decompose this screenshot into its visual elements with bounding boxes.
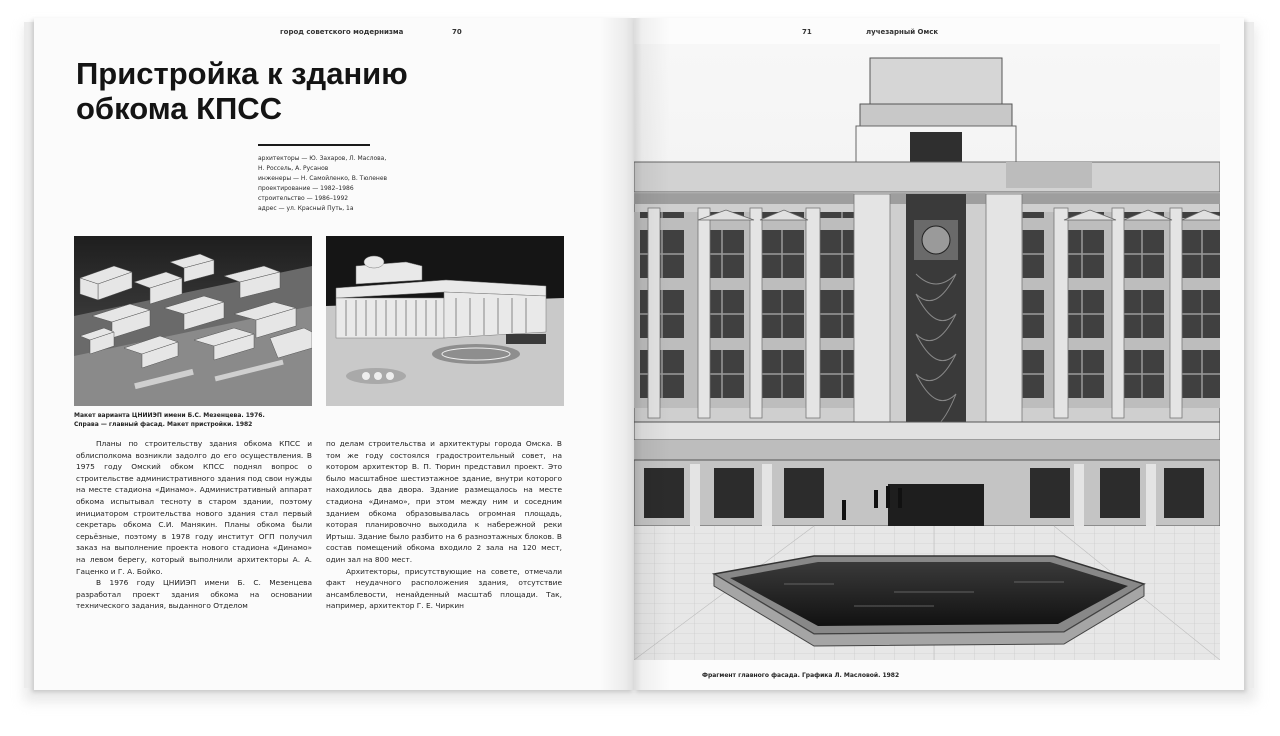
heading-rule — [258, 144, 370, 146]
credit-line: архитекторы — Ю. Захаров, Л. Маслова, — [258, 155, 387, 162]
caption-line: Справа — главный фасад. Макет пристройки. 1982 — [74, 421, 253, 428]
page-number-right: 71 — [802, 28, 812, 36]
book-gutter — [600, 18, 670, 690]
page-edge-left — [24, 22, 34, 688]
heading-line-1: Пристройка к зданию — [76, 56, 408, 91]
photo-caption — [74, 411, 314, 429]
caption-line: Макет варианта ЦНИИЭП имени Б.С. Мезенцева. 1976. — [74, 412, 265, 419]
heading-line-2: обкома КПСС — [76, 91, 283, 126]
running-title-right: лучезарный Омск — [866, 28, 939, 36]
credits-block — [258, 154, 468, 214]
credit-line: адрес — ул. Красный Путь, 1а — [258, 205, 354, 212]
running-title-left: город советского модернизма — [280, 28, 404, 36]
left-page — [34, 18, 634, 690]
credit-line: проектирование — 1982–1986 — [258, 185, 354, 192]
figure-caption: Фрагмент главного фасада. Графика Л. Масловой. 1982 — [702, 672, 900, 679]
page-number-left: 70 — [452, 28, 462, 36]
right-page — [634, 18, 1244, 690]
paragraph: по делам строительства и архитектуры города Омска. В том же году состоялся градостроительный совет, на котором архитектор В. П. Тюрин представил проект. Это было масштабное шестиэтажное здание, внутри которого находилось два двора. Здание размещалось на месте стадиона «Динамо», при этом между ним и соседним зданием обкома образовывалась огромная площадь, которая планировочно выходила к набережной реки Иртыш. Здание было разбито на 6 разноэтажных блоков. В состав помещений обкома входило 2 зала на 120 мест, один зал на 800 мест. — [326, 439, 562, 564]
credit-line: инженеры — Н. Самойленко, В. Тюленев — [258, 175, 388, 182]
credit-line: Н. Россель, А. Русанов — [258, 165, 329, 172]
model-photo-aerial — [74, 236, 312, 406]
text-column-2 — [326, 438, 562, 612]
facade-drawing — [634, 44, 1220, 660]
article-heading — [76, 56, 436, 126]
model-photo-facade — [326, 236, 564, 406]
paragraph: Планы по строительству здания обкома КПСС и облисполкома возникли задолго до его осуществления. В 1975 году Омский обком КПСС поднял вопрос о строительстве административного здания под свои нужды на месте стадиона «Динамо». Административный аппарат обкома испытывал тесноту в старом здании, поэтому инициатором строительства нового здания стал первый секретарь обкома С.И. Манякин. Планы обкома были серьёзные, поэтому в 1978 году институт ОГП получил заказ на выполнение проекта нового стадиона «Динамо» на левом берегу, который выполнили архитекторы А. А. Гаценко и Г. А. Бойко. — [76, 439, 312, 576]
paragraph: В 1976 году ЦНИИЭП имени Б. С. Мезенцева разработал проект здания обкома на основании технического задания, выданного Отделом — [76, 578, 312, 611]
credit-line: строительство — 1986–1992 — [258, 195, 349, 202]
text-column-1 — [76, 438, 312, 612]
paragraph: Архитекторы, присутствующие на совете, отмечали факт неудачного расположения здания, отсутствие ансамблевости, ненайденный масштаб площади. Так, например, архитектор Г. Е. Чиркин — [326, 566, 562, 611]
page-edge-right — [1244, 22, 1254, 688]
